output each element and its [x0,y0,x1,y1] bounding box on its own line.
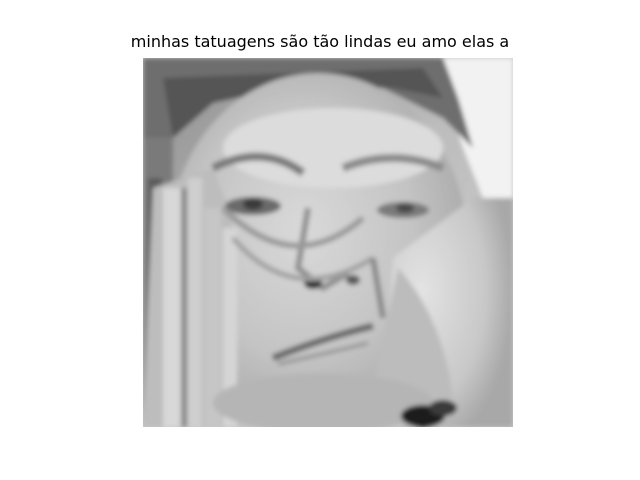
face-image-render [143,58,513,427]
grayscale-face-image [143,58,513,427]
figure-title: minhas tatuagens são tão lindas eu amo elas a [130,32,510,51]
